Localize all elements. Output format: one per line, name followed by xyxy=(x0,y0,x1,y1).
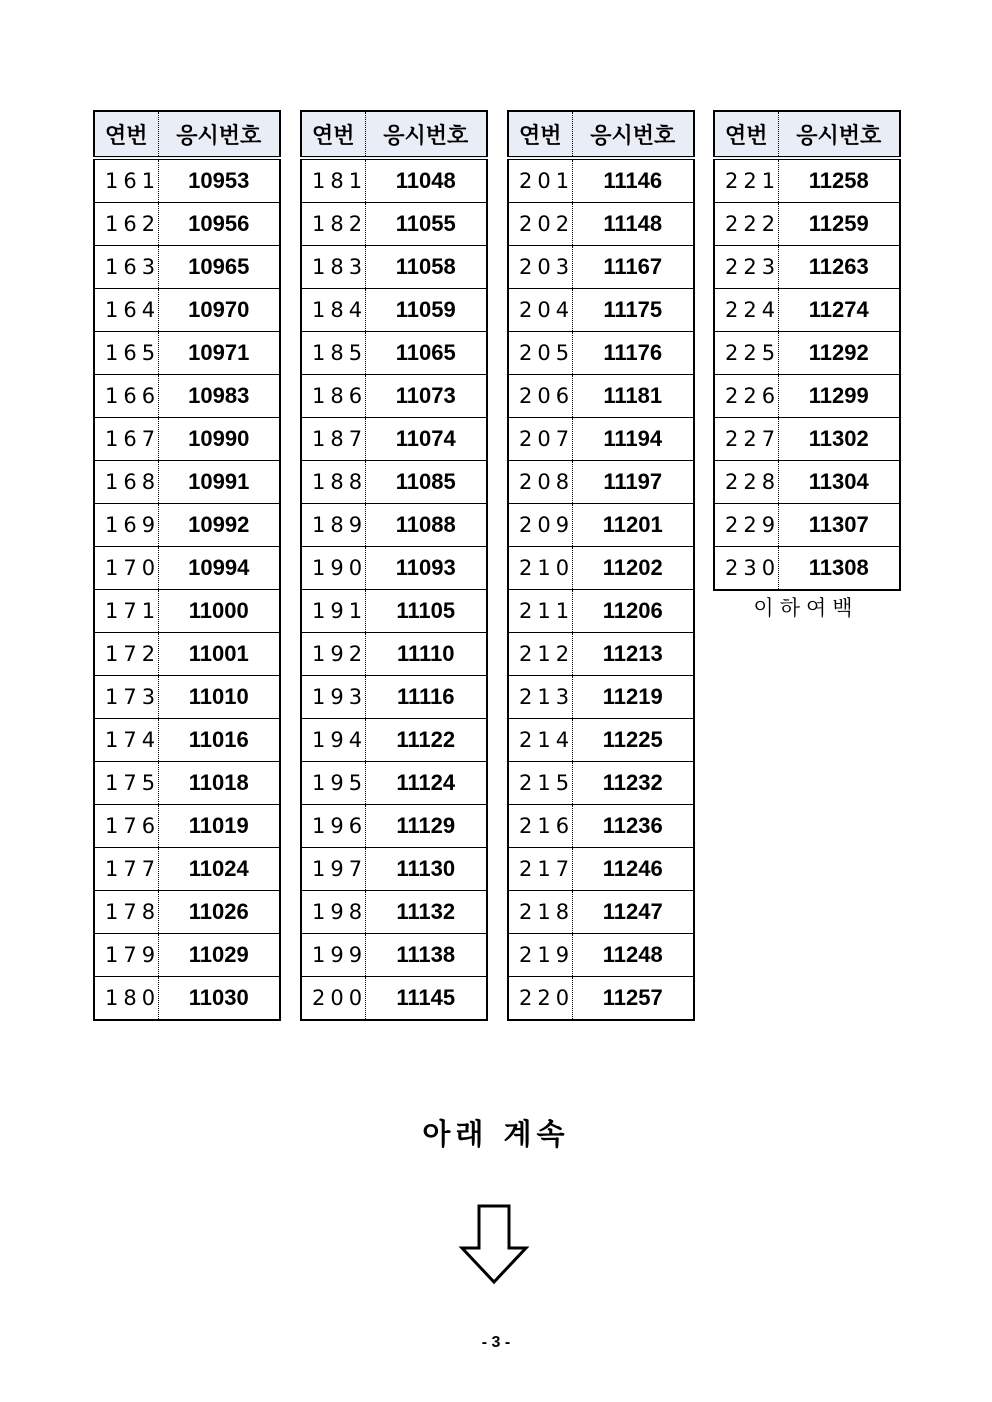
exam-number-cell: 11048 xyxy=(395,168,456,193)
serial-number-cell: 223 xyxy=(714,246,778,289)
serial-number-cell: 209 xyxy=(508,504,572,547)
table-row xyxy=(508,762,694,805)
header-row xyxy=(301,111,487,158)
column-header-serial: 연번 xyxy=(301,111,365,158)
column-header-exam-number: 응시번호 xyxy=(158,111,280,158)
exam-number-cell: 11247 xyxy=(572,891,694,934)
serial-number-cell: 169 xyxy=(94,504,158,547)
serial-number-cell: 198 xyxy=(301,891,365,934)
serial-number-cell: 201 xyxy=(508,158,572,203)
exam-number-cell: 11116 xyxy=(365,676,487,719)
serial-number-cell: 177 xyxy=(94,848,158,891)
table-row xyxy=(714,332,900,375)
serial-number-cell: 188 xyxy=(301,461,365,504)
table-row xyxy=(301,676,487,719)
table-row xyxy=(94,676,280,719)
serial-number-cell: 187 xyxy=(301,418,365,461)
serial-number-cell: 211 xyxy=(508,590,572,633)
table-row xyxy=(508,375,694,418)
exam-number-cell: 11202 xyxy=(572,547,694,590)
exam-number-cell: 11065 xyxy=(365,332,487,375)
serial-number-cell: 228 xyxy=(714,461,778,504)
serial-number-cell: 161 xyxy=(94,158,158,203)
exam-number-cell: 11010 xyxy=(158,676,280,719)
serial-number-cell: 179 xyxy=(94,934,158,977)
column-header-serial: 연번 xyxy=(94,111,158,158)
serial-number-cell: 163 xyxy=(94,246,158,289)
table-row xyxy=(508,848,694,891)
table-row xyxy=(301,848,487,891)
exam-number-cell: 11257 xyxy=(572,977,694,1021)
exam-number-cell: 11197 xyxy=(572,461,694,504)
serial-number-cell: 199 xyxy=(301,934,365,977)
roster-table xyxy=(507,110,695,1021)
serial-number-cell: 227 xyxy=(714,418,778,461)
serial-number-cell: 194 xyxy=(301,719,365,762)
table-row xyxy=(94,289,280,332)
exam-number-cell: 11001 xyxy=(158,633,280,676)
exam-number-cell: 11181 xyxy=(572,375,694,418)
exam-number-cell: 11138 xyxy=(365,934,487,977)
table-row xyxy=(301,934,487,977)
serial-number-cell: 180 xyxy=(94,977,158,1021)
serial-number-cell: 164 xyxy=(94,289,158,332)
exam-number-cell: 11132 xyxy=(365,891,487,934)
table-row xyxy=(94,590,280,633)
table-row xyxy=(714,203,900,246)
serial-number-cell: 174 xyxy=(94,719,158,762)
exam-number-cell: 11148 xyxy=(572,203,694,246)
table-row xyxy=(508,719,694,762)
table-row xyxy=(301,719,487,762)
exam-number-cell: 10953 xyxy=(188,168,250,193)
serial-number-cell: 192 xyxy=(301,633,365,676)
exam-number-cell: 11308 xyxy=(778,547,900,591)
table-row xyxy=(508,805,694,848)
exam-number-cell: 10992 xyxy=(158,504,280,547)
serial-number-cell: 172 xyxy=(94,633,158,676)
table-row xyxy=(301,158,487,203)
exam-number-cell: 11263 xyxy=(778,246,900,289)
exam-number-cell: 10971 xyxy=(158,332,280,375)
serial-number-cell: 162 xyxy=(94,203,158,246)
exam-number-cell: 10970 xyxy=(158,289,280,332)
exam-number-cell: 11259 xyxy=(778,203,900,246)
exam-number-cell: 11167 xyxy=(572,246,694,289)
exam-number-cell: 10965 xyxy=(158,246,280,289)
serial-number-cell: 183 xyxy=(301,246,365,289)
serial-number-cell: 224 xyxy=(714,289,778,332)
serial-number-cell: 222 xyxy=(714,203,778,246)
table-row xyxy=(508,289,694,332)
exam-number-cell: 11299 xyxy=(778,375,900,418)
exam-number-cell: 11085 xyxy=(365,461,487,504)
table-row xyxy=(508,977,694,1021)
table-row xyxy=(94,934,280,977)
serial-number-cell: 173 xyxy=(94,676,158,719)
table-row xyxy=(94,633,280,676)
table-row xyxy=(301,289,487,332)
serial-number-cell: 195 xyxy=(301,762,365,805)
table-row xyxy=(301,633,487,676)
exam-number-cell: 11213 xyxy=(572,633,694,676)
table-row xyxy=(94,332,280,375)
exam-number-cell: 11124 xyxy=(365,762,487,805)
table-row xyxy=(94,246,280,289)
serial-number-cell: 210 xyxy=(508,547,572,590)
table-row xyxy=(714,418,900,461)
serial-number-cell: 215 xyxy=(508,762,572,805)
exam-number-cell: 11016 xyxy=(158,719,280,762)
header-row xyxy=(94,111,280,158)
exam-number-cell: 11145 xyxy=(365,977,487,1021)
exam-number-cell: 11055 xyxy=(365,203,487,246)
exam-number-cell: 11225 xyxy=(572,719,694,762)
exam-number-cell: 11246 xyxy=(572,848,694,891)
exam-number-cell: 11248 xyxy=(572,934,694,977)
table-row xyxy=(94,375,280,418)
roster-table xyxy=(300,110,488,1021)
header-row xyxy=(508,111,694,158)
exam-number-cell: 11058 xyxy=(365,246,487,289)
serial-number-cell: 189 xyxy=(301,504,365,547)
serial-number-cell: 217 xyxy=(508,848,572,891)
exam-number-cell: 11274 xyxy=(778,289,900,332)
continued-below-heading: 아래 계속 xyxy=(422,1117,570,1151)
exam-number-cell: 11236 xyxy=(572,805,694,848)
serial-number-cell: 181 xyxy=(301,158,365,203)
table-row xyxy=(301,547,487,590)
table-row xyxy=(508,504,694,547)
exam-number-cell: 11029 xyxy=(158,934,280,977)
exam-number-cell: 11024 xyxy=(158,848,280,891)
serial-number-cell: 208 xyxy=(508,461,572,504)
table-row xyxy=(301,977,487,1021)
exam-number-cell: 10983 xyxy=(158,375,280,418)
serial-number-cell: 216 xyxy=(508,805,572,848)
exam-number-cell: 11232 xyxy=(572,762,694,805)
table-row xyxy=(508,418,694,461)
exam-number-cell: 11105 xyxy=(365,590,487,633)
table-row xyxy=(94,805,280,848)
serial-number-cell: 193 xyxy=(301,676,365,719)
serial-number-cell: 225 xyxy=(714,332,778,375)
serial-number-cell: 166 xyxy=(94,375,158,418)
exam-number-cell: 11206 xyxy=(572,590,694,633)
exam-number-cell: 11130 xyxy=(365,848,487,891)
serial-number-cell: 197 xyxy=(301,848,365,891)
serial-number-cell: 184 xyxy=(301,289,365,332)
serial-number-cell: 229 xyxy=(714,504,778,547)
exam-number-cell: 11122 xyxy=(365,719,487,762)
exam-number-cell: 10956 xyxy=(158,203,280,246)
page-number: - 3 - xyxy=(481,1334,511,1351)
table-row xyxy=(94,203,280,246)
serial-number-cell: 203 xyxy=(508,246,572,289)
exam-number-cell: 11000 xyxy=(158,590,280,633)
exam-number-cell: 11088 xyxy=(365,504,487,547)
exam-number-cell: 10990 xyxy=(158,418,280,461)
table-row xyxy=(301,375,487,418)
exam-number-cell: 11176 xyxy=(572,332,694,375)
column-header-serial: 연번 xyxy=(508,111,572,158)
table-row xyxy=(94,504,280,547)
table-row xyxy=(94,547,280,590)
serial-number-cell: 185 xyxy=(301,332,365,375)
exam-number-cell: 11175 xyxy=(572,289,694,332)
serial-number-cell: 165 xyxy=(94,332,158,375)
table-row xyxy=(714,375,900,418)
table-row xyxy=(508,633,694,676)
serial-number-cell: 230 xyxy=(714,547,778,591)
column-header-exam-number: 응시번호 xyxy=(778,111,900,158)
table-row xyxy=(508,203,694,246)
table-row xyxy=(508,934,694,977)
serial-number-cell: 205 xyxy=(508,332,572,375)
column-header-serial: 연번 xyxy=(714,111,778,158)
exam-number-cell: 10991 xyxy=(158,461,280,504)
table-row xyxy=(301,762,487,805)
exam-number-cell: 11302 xyxy=(778,418,900,461)
serial-number-cell: 207 xyxy=(508,418,572,461)
serial-number-cell: 202 xyxy=(508,203,572,246)
serial-number-cell: 221 xyxy=(714,158,778,203)
serial-number-cell: 196 xyxy=(301,805,365,848)
table-row xyxy=(508,590,694,633)
exam-number-cell: 11073 xyxy=(365,375,487,418)
exam-number-cell: 11201 xyxy=(572,504,694,547)
table-row xyxy=(301,332,487,375)
table-row xyxy=(714,504,900,547)
serial-number-cell: 200 xyxy=(301,977,365,1021)
table-row xyxy=(714,246,900,289)
exam-number-cell: 11093 xyxy=(365,547,487,590)
table-row xyxy=(714,461,900,504)
exam-number-cell: 11307 xyxy=(778,504,900,547)
table-row xyxy=(508,676,694,719)
exam-number-cell: 11292 xyxy=(778,332,900,375)
table-row xyxy=(714,547,900,591)
header-row xyxy=(714,111,900,158)
exam-number-cell: 11129 xyxy=(365,805,487,848)
serial-number-cell: 220 xyxy=(508,977,572,1021)
serial-number-cell: 167 xyxy=(94,418,158,461)
serial-number-cell: 214 xyxy=(508,719,572,762)
serial-number-cell: 206 xyxy=(508,375,572,418)
exam-number-cell: 11110 xyxy=(365,633,487,676)
exam-number-cell: 11026 xyxy=(158,891,280,934)
down-arrow-icon xyxy=(458,1204,530,1286)
exam-number-cell: 11146 xyxy=(603,168,663,193)
table-row xyxy=(508,158,694,203)
exam-number-cell: 11059 xyxy=(365,289,487,332)
exam-number-cell: 10994 xyxy=(158,547,280,590)
serial-number-cell: 191 xyxy=(301,590,365,633)
exam-number-cell: 11258 xyxy=(808,168,869,193)
exam-number-cell: 11194 xyxy=(572,418,694,461)
exam-number-cell: 11074 xyxy=(365,418,487,461)
serial-number-cell: 204 xyxy=(508,289,572,332)
serial-number-cell: 171 xyxy=(94,590,158,633)
table-row xyxy=(301,590,487,633)
table-row xyxy=(508,332,694,375)
serial-number-cell: 176 xyxy=(94,805,158,848)
serial-number-cell: 168 xyxy=(94,461,158,504)
column-header-exam-number: 응시번호 xyxy=(365,111,487,158)
table-row xyxy=(301,461,487,504)
blank-below-note: 이하여백 xyxy=(753,596,859,620)
table-row xyxy=(94,719,280,762)
table-row xyxy=(94,891,280,934)
table-row xyxy=(508,461,694,504)
table-row xyxy=(301,418,487,461)
exam-number-cell: 11304 xyxy=(778,461,900,504)
serial-number-cell: 170 xyxy=(94,547,158,590)
exam-number-cell: 11019 xyxy=(158,805,280,848)
serial-number-cell: 182 xyxy=(301,203,365,246)
table-row xyxy=(301,891,487,934)
table-row xyxy=(508,547,694,590)
table-row xyxy=(714,289,900,332)
serial-number-cell: 226 xyxy=(714,375,778,418)
table-row xyxy=(94,762,280,805)
table-row xyxy=(301,246,487,289)
serial-number-cell: 175 xyxy=(94,762,158,805)
serial-number-cell: 178 xyxy=(94,891,158,934)
table-row xyxy=(94,461,280,504)
roster-table xyxy=(713,110,901,591)
serial-number-cell: 213 xyxy=(508,676,572,719)
column-header-exam-number: 응시번호 xyxy=(572,111,694,158)
exam-number-cell: 11030 xyxy=(158,977,280,1021)
table-row xyxy=(94,158,280,203)
table-row xyxy=(714,158,900,203)
serial-number-cell: 219 xyxy=(508,934,572,977)
exam-number-cell: 11219 xyxy=(572,676,694,719)
exam-number-cell: 11018 xyxy=(158,762,280,805)
roster-table xyxy=(93,110,281,1021)
table-row xyxy=(301,203,487,246)
table-row xyxy=(94,848,280,891)
serial-number-cell: 186 xyxy=(301,375,365,418)
table-row xyxy=(301,805,487,848)
table-row xyxy=(94,977,280,1021)
table-row xyxy=(508,246,694,289)
serial-number-cell: 218 xyxy=(508,891,572,934)
serial-number-cell: 212 xyxy=(508,633,572,676)
table-row xyxy=(94,418,280,461)
table-row xyxy=(301,504,487,547)
serial-number-cell: 190 xyxy=(301,547,365,590)
table-row xyxy=(508,891,694,934)
